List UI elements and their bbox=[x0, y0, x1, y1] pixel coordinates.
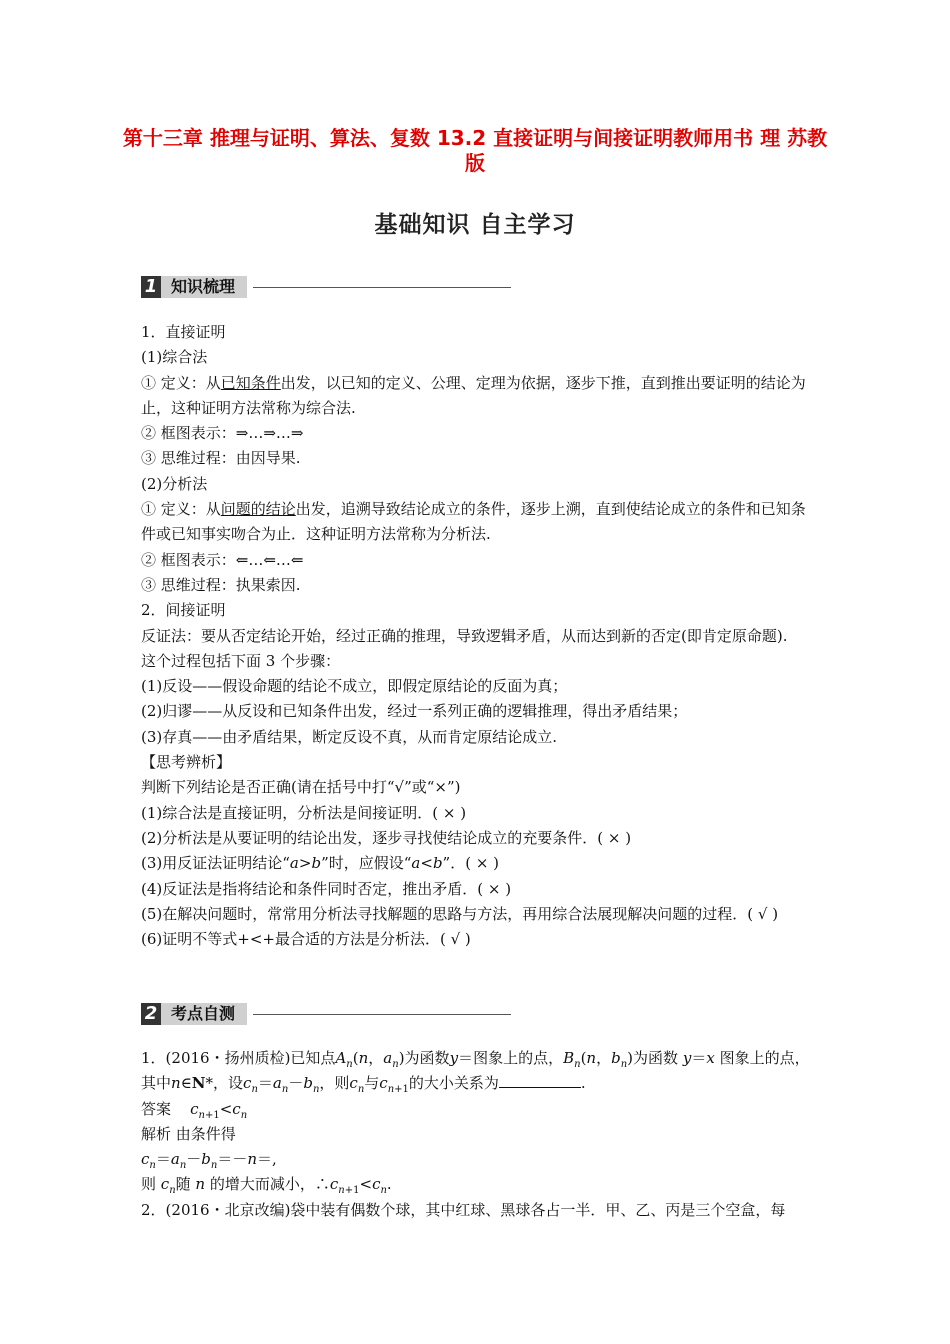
section-number: 1 bbox=[141, 276, 161, 298]
section-number: 2 bbox=[141, 1003, 161, 1025]
problem-1: 1．(2016・扬州质检)已知点$A_n(n$，$a_n$)为函数y＝图象上的点，$B_n(n$，$b_n$)为函数 y＝x 图象上的点，其中n∈N*，设$c_n=a_n-b_n$，则$c_n$与$c_{n+1}$的大小关系为 . bbox=[141, 1049, 810, 1096]
text-line: 1．直接证明 bbox=[141, 323, 226, 341]
text-paragraph: ① 定义：从已知条件出发，以已知的定义、公理、定理为依据，逐步下推，直到推出要证明的结论为止，这种证明方法常称为综合法. bbox=[141, 373, 806, 417]
text-line: (1)反设——假设命题的结论不成立，即假定原结论的反面为真； bbox=[141, 677, 568, 696]
text-line: (1)综合法是直接证明，分析法是间接证明．( × ) bbox=[141, 803, 467, 822]
self-test-content bbox=[141, 1046, 813, 1223]
text-paragraph: (5)在解决问题时，常常用分析法寻找解题的思路与方法，再用综合法展现解决问题的过程．( √ ) bbox=[141, 904, 779, 923]
calc-line: $c_n=a_n-b_n=-n=$, bbox=[141, 1150, 277, 1172]
document-title: 第十三章 推理与证明、算法、复数 13.2 直接证明与间接证明教师用书 理 苏教版 bbox=[122, 126, 828, 175]
text-paragraph: ① 定义：从问题的结论出发，追溯导致结论成立的条件，逐步上溯，直到使结论成立的条件和已知条件或已知事实吻合为止．这种证明方法常称为分析法. bbox=[141, 500, 806, 544]
text-line: (4)反证法是指将结论和条件同时否定，推出矛盾．( × ) bbox=[141, 879, 512, 898]
section-banner-knowledge bbox=[141, 276, 511, 298]
problem-2: 2．(2016・北京改编)袋中装有偶数个球，其中红球、黑球各占一半．甲、乙、丙是三个空盒，每 bbox=[141, 1200, 786, 1219]
text-line: 这个过程包括下面 3 个步骤： bbox=[141, 651, 341, 670]
underlined-term: 已知条件 bbox=[220, 373, 281, 392]
text-line: (3)用反证法证明结论“a>b”时，应假设“a<b”．( × ) bbox=[141, 854, 500, 873]
analysis-line: 解析 由条件得 bbox=[141, 1124, 236, 1143]
section-rule bbox=[253, 1014, 511, 1015]
text-line: ③ 思维过程：由因导果. bbox=[141, 449, 301, 468]
answer-blank bbox=[499, 1073, 581, 1088]
text-line: (6)证明不等式+<+最合适的方法是分析法．( √ ) bbox=[141, 930, 471, 949]
section-label: 知识梳理 bbox=[161, 276, 247, 298]
text-line: (2)分析法是从要证明的结论出发，逐步寻找使结论成立的充要条件．( × ) bbox=[141, 828, 632, 847]
text-line: ② 框图表示：⇐…⇐…⇐ bbox=[141, 550, 304, 569]
knowledge-content bbox=[141, 320, 813, 952]
text-line: (3)存真——由矛盾结果，断定反设不真，从而肯定原结论成立. bbox=[141, 727, 558, 746]
underlined-term: 问题的结论 bbox=[220, 500, 296, 519]
text-line: 2．间接证明 bbox=[141, 601, 226, 620]
text-line: (2)分析法 bbox=[141, 474, 208, 493]
section-rule bbox=[253, 287, 511, 288]
section-banner-self-test bbox=[141, 1003, 511, 1025]
text-line: ② 框图表示：⇒…⇒…⇒ bbox=[141, 424, 304, 443]
text-line: (1)综合法 bbox=[141, 348, 208, 367]
conclusion-line: 则 $c_n$随 n 的增大而减小，$\therefore c_{n+1}<c_n$. bbox=[141, 1175, 392, 1197]
answer-line: 答案 $c_{n+1}<c_n$ bbox=[141, 1099, 248, 1121]
text-paragraph: 反证法：要从否定结论开始，经过正确的推理，导致逻辑矛盾，从而达到新的否定(即肯定原命题). bbox=[141, 626, 788, 645]
text-line: 判断下列结论是否正确(请在括号中打“√”或“×”) bbox=[141, 778, 461, 797]
text-line: ③ 思维过程：执果索因. bbox=[141, 575, 301, 594]
section-heading: 基础知识 自主学习 bbox=[374, 212, 576, 238]
text-line: 【思考辨析】 bbox=[141, 753, 232, 772]
text-line: (2)归谬——从反设和已知条件出发，经过一系列正确的逻辑推理，得出矛盾结果； bbox=[141, 702, 688, 721]
section-label: 考点自测 bbox=[161, 1003, 247, 1025]
